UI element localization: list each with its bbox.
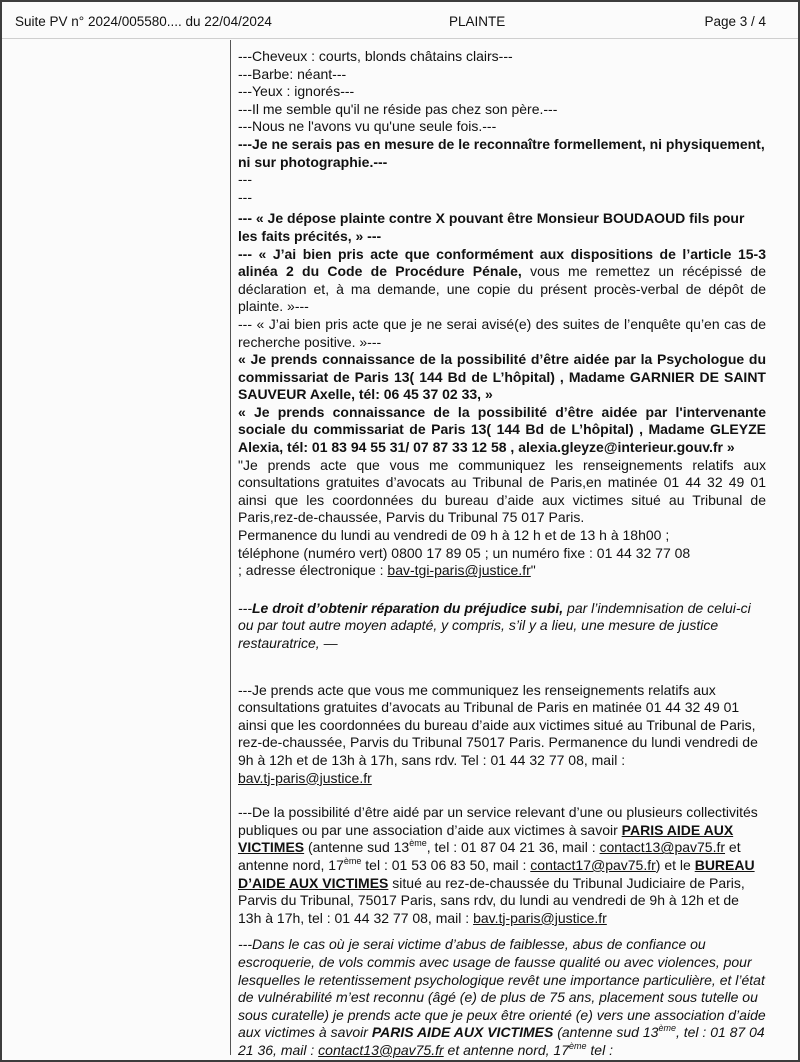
bav-tj-email-link-2[interactable]: bav.tj-paris@justice.fr bbox=[473, 909, 607, 926]
contact13-email-link[interactable]: contact13@pav75.fr bbox=[599, 839, 726, 856]
bav-tgi-email-link[interactable]: bav-tgi-paris@justice.fr bbox=[387, 562, 531, 579]
receipt-acknowledgement: --- « J’ai bien pris acte que conformément aux dispositions de l’article 15-3 alinéa 2 du Code de Procédure Pénale, vous me remettez un récépissé de déclaration et, à ma demande, une copie du présent procès-verbal de dépôt de plainte. »--- bbox=[238, 245, 766, 315]
line-beard: ---Barbe: néant--- bbox=[238, 65, 347, 82]
email-line: ; adresse électronique : bav-tgi-paris@justice.fr" bbox=[238, 562, 536, 579]
social-worker-contact: « Je prends connaissance de la possibilité d’être aidée par l'intervenante sociale du commissariat de Paris 13( 144 Bd de L’hôpital) , Madame GLEYZE Alexia, tél: 01 83 94 55 31/ 07 87 33 12 58 , alexia.gleyze@interieur.gouv.fr » bbox=[238, 403, 766, 456]
line-residence: ---Il me semble qu'il ne réside pas chez son père.--- bbox=[238, 100, 558, 117]
lawyer-consultation-info: "Je prends acte que vous me communiquez les renseignements relatifs aux consultations gratuites d’avocats au Tribunal de Paris,en matinée 01 44 32 49 01 ainsi que les coordonnées du bureau d’aide aux victimes situé au Tribunal de Paris,rez-de-chaussée, Parvis du Tribunal 75 017 Paris. bbox=[238, 456, 766, 526]
reparation-right: ---Le droit d’obtenir réparation du préjudice subi, par l’indemnisation de celui-ci ou par tout autre moyen adapté, y compris, s’il y a lieu, une mesure de justice restauratrice, — bbox=[238, 599, 751, 651]
pv-reference: Suite PV n° 2024/005580.... du 22/04/2024 bbox=[15, 14, 272, 29]
line-hair: ---Cheveux : courts, blonds châtains clairs--- bbox=[238, 48, 513, 64]
header-divider bbox=[2, 38, 798, 39]
paris-aide-victimes: PARIS AIDE AUX VICTIMES bbox=[238, 821, 734, 856]
investigation-notice: --- « J’ai bien pris acte que je ne serai avisé(e) des suites de l’enquête qu’en cas de recherche positive. »--- bbox=[238, 315, 766, 350]
line-seen-once: ---Nous ne l'avons vu qu'une seule fois.--- bbox=[238, 118, 497, 135]
statement-body bbox=[238, 48, 766, 1059]
vulnerability-clause: ---Dans le cas où je serai victime d’abus de faiblesse, abus de confiance ou escroquerie, de vols commis avec usage de fausse qualité ou avec violences, pour lesquelles le retentissement psychologique revêt une importance particulière, et l’état de vulnérabilité m’est reconnu (âgé (e) de plus de 75 ans, placement sous tutelle ou sous curatelle) je prends acte que je peux être orienté (e) vers une association d’aide aux victimes à savoir PARIS AIDE AUX VICTIMES (antenne sud 13ème, tel : 01 87 04 21 36, mail : contact13@pav75.fr et antenne nord, 17ème tel : bbox=[238, 936, 766, 1058]
page-number: Page 3 / 4 bbox=[704, 14, 766, 29]
victim-support-services: ---De la possibilité d’être aidé par un service relevant d’une ou plusieurs collectivités publiques ou par une association d’aide aux victimes à savoir PARIS AIDE AUX VICTIMES (antenne sud 13ème, tel : 01 87 04 21 36, mail : contact13@pav75.fr et antenne nord, 17ème tel : 01 53 06 83 50, mail : contact17@pav75.fr) et le BUREAU D’AIDE AUX VICTIMES situé au rez-de-chaussée du Tribunal Judiciaire de Paris, Parvis du Tribunal, 75017 Paris, sans rdv, du lundi au vendredi de 9h à 12h et de 13h à 17h, tel : 01 44 32 77 08, mail : bav.tj-paris@justice.fr bbox=[238, 804, 758, 926]
line-dashes-2: --- bbox=[238, 188, 252, 205]
psychologist-contact: « Je prends connaissance de la possibilité d’être aidée par la Psychologue du commissariat de Paris 13( 144 Bd de L’hôpital) , Madame GARNIER DE SAINT SAUVEUR Axelle, tél: 06 45 37 02 33, » bbox=[238, 351, 766, 403]
line-eyes: ---Yeux : ignorés--- bbox=[238, 83, 355, 100]
line-recognition: ---Je ne serais pas en mesure de le reconnaître formellement, ni physiquement, ni sur photographie.--- bbox=[238, 135, 765, 170]
permanence-hours: Permanence du lundi au vendredi de 09 h à 12 h et de 13 h à 18h00 ; bbox=[238, 527, 670, 544]
phone-numbers: téléphone (numéro vert) 0800 17 89 05 ; un numéro fixe : 01 44 32 77 08 bbox=[238, 544, 691, 561]
lawyer-consultation-info-2: ---Je prends acte que vous me communiquez les renseignements relatifs aux consultations gratuites d’avocats au Tribunal de Paris en matinée 01 44 32 49 01 ainsi que les coordonnées du bureau d’aide aux victimes situé au Tribunal de Paris, rez-de-chaussée, Parvis du Tribunal 75017 Paris. Permanence du lundi vendredi de 9h à 12h et de 13h à 17h, sans rdv. Tel : 01 44 32 77 08, mail : bbox=[238, 681, 758, 768]
contact17-email-link[interactable]: contact17@pav75.fr bbox=[530, 856, 656, 873]
margin-line bbox=[230, 40, 231, 1055]
page-header bbox=[2, 14, 798, 34]
contact13-email-link-2[interactable]: contact13@pav75.fr bbox=[318, 1041, 444, 1058]
complaint-statement: --- « Je dépose plainte contre X pouvant être Monsieur BOUDAOUD fils pour les faits précités, » --- bbox=[238, 210, 745, 244]
bav-tj-email-link[interactable]: bav.tj-paris@justice.fr bbox=[238, 769, 372, 786]
document-type: PLAINTE bbox=[449, 14, 506, 29]
bureau-aide-victimes: BUREAU D’AIDE AUX VICTIMES bbox=[238, 856, 755, 891]
line-dashes-1: --- bbox=[238, 171, 252, 188]
